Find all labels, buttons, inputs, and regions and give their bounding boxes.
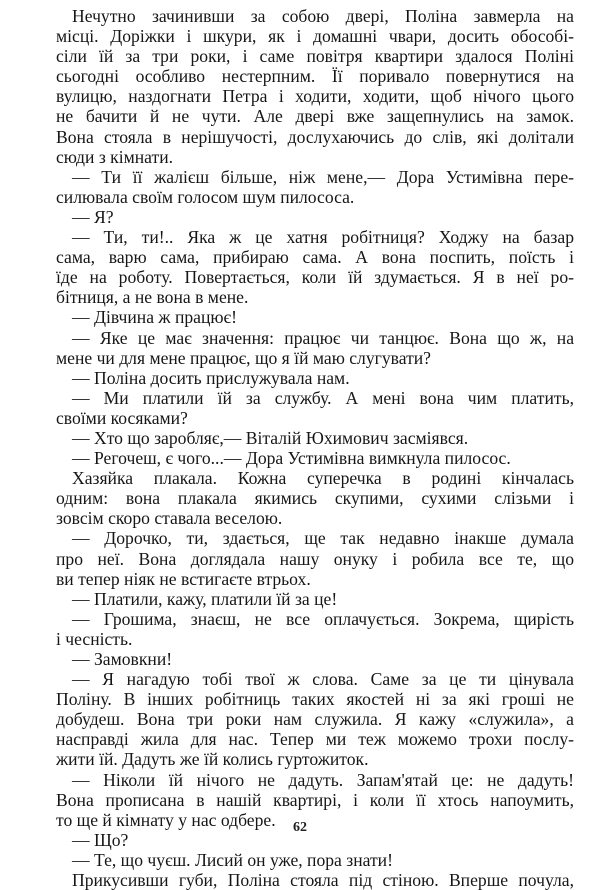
text-line: і чесність. xyxy=(56,628,133,649)
text-line: Прикусивши губи, Поліна стояла під стіною. Вперше почула, xyxy=(72,870,574,890)
text-line: сьогодні особливо нестерпним. Її поривало повернутися на xyxy=(56,66,574,87)
text-line: про неї. Вона доглядала нашу онуку і робила все те, що xyxy=(56,548,574,569)
text-line: — Замовкни! xyxy=(72,649,173,669)
text-line: жити їй. Дадуть же їй колись гуртожиток. xyxy=(56,749,369,770)
text-line: бітниця, а не вона в мене. xyxy=(56,287,249,308)
text-line: насправді жила для нас. Тепер ми теж можемо трохи послу- xyxy=(56,729,574,750)
text-line: Хазяйка плакала. Кожна суперечка в родині кінчалась xyxy=(72,468,574,489)
body-text xyxy=(56,6,574,890)
text-line: добудеш. Вона три роки нам служила. Я кажу «служила», а xyxy=(56,709,574,730)
text-line: сюди з кімнати. xyxy=(56,146,174,167)
text-line: силювала своїм голосом шум пилососа. xyxy=(56,186,355,207)
text-line: — Що? xyxy=(72,829,129,850)
text-line: — Хто що заробляє,— Віталій Юхимович засміявся. xyxy=(72,427,469,448)
text-line: — Регочеш, є чого...— Дора Устимівна вимкнула пилосос. xyxy=(72,448,511,469)
text-line: — Те, що чуєш. Лисий он уже, пора знати! xyxy=(72,849,393,870)
text-line: Нечутно зачинивши за собою двері, Поліна завмерла на xyxy=(72,6,574,26)
text-line: — Яке це має значення: працює чи танцює. Вона що ж, на xyxy=(72,327,574,348)
text-line: Поліну. В інших робітниць таких якостей ні за які гроші не xyxy=(56,689,574,710)
text-line: зовсім скоро ставала веселою. xyxy=(56,508,283,529)
text-line: Вона прописана в нашій квартирі, і коли її хтось напоумить, xyxy=(56,789,574,810)
text-line: — Ти, ти!.. Яка ж це хатня робітниця? Ходжу на базар xyxy=(72,227,574,248)
text-line: місці. Доріжки і шкури, як і домашні чвари, досить обособі- xyxy=(56,26,574,47)
text-line: вулицю, наздогнати Петра і ходити, ходити, щоб нічого цього xyxy=(56,86,574,107)
text-line: сіли їй за три роки, і саме повітря квартири здалося Поліні xyxy=(56,46,574,67)
text-line: своїми косяками? xyxy=(56,407,188,428)
text-line: — Ніколи їй нічого не дадуть. Запам'ятай це: не дадуть! xyxy=(72,769,574,790)
text-line: — Дівчина ж працює! xyxy=(72,307,237,328)
text-line: — Дорочко, ти, здається, ще так недавно інакше думала xyxy=(72,528,574,549)
text-line: — Ти її жалієш більше, ніж мене,— Дора Устимівна пере- xyxy=(72,166,574,187)
page-number: 62 xyxy=(293,820,307,835)
text-line: то ще й кімнату у нас одбере. xyxy=(56,809,276,830)
text-line: Вона стояла в нерішучості, дослухаючись до слів, які долітали xyxy=(56,126,574,147)
text-line: — Ми платили їй за службу. А мені вона чим платить, xyxy=(72,387,574,408)
text-line: сама, варю сама, прибираю сама. А вона поспить, поїсть і xyxy=(56,247,574,268)
text-line: їде на роботу. Повертається, коли їй здумається. Я в неї ро- xyxy=(56,267,574,288)
text-line: — Поліна досить прислужувала нам. xyxy=(72,367,350,388)
text-line: — Я? xyxy=(72,206,114,227)
text-line: ви тепер ніяк не встигаєте втрьох. xyxy=(56,568,311,589)
text-line: — Я нагадую тобі твої ж слова. Саме за це ти цінувала xyxy=(72,669,574,690)
text-line: не бачити й не чути. Але двері вже защепнулись на замок. xyxy=(56,106,574,127)
text-line: одним: вона плакала якимись скупими, сухими слізьми і xyxy=(56,488,574,509)
text-line: — Платили, кажу, платили їй за це! xyxy=(72,588,338,609)
text-line: — Грошима, знаєш, не все оплачується. Зокрема, щирість xyxy=(72,608,574,629)
text-line: мене чи для мене працює, що я їй маю слугувати? xyxy=(56,347,431,368)
